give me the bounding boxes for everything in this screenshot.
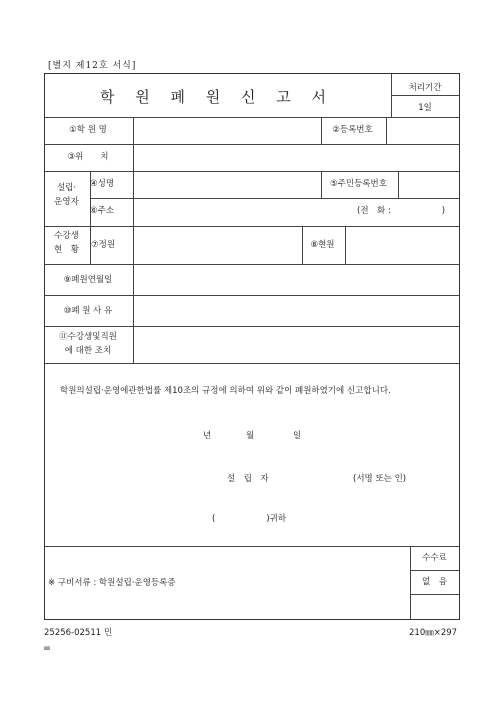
signer-label: 설 립 자: [227, 474, 269, 484]
reg-no-label: ②등록번호: [332, 125, 373, 135]
capacity-label: ⑦정원: [91, 240, 116, 250]
academy-name-label: ①학 원 명: [69, 125, 107, 135]
date-month: 월: [246, 431, 255, 441]
phone-label: (전 화 : ): [357, 206, 446, 216]
founder-group-label: 설립· 운영자: [54, 183, 79, 207]
resident-no-label: ⑤주민등록번호: [330, 179, 387, 189]
addressee-line: ( )귀하: [212, 514, 287, 524]
address-label: ⑥주소: [90, 206, 115, 216]
form-code: [별지 제12호 서식]: [48, 61, 137, 71]
fee-value: 없 음: [422, 577, 447, 587]
current-label: ⑧현원: [310, 240, 335, 250]
footer-unit: ㎜: [44, 645, 51, 652]
date-day: 일: [293, 431, 302, 441]
closing-date-label: ⑨폐원연월일: [63, 275, 113, 285]
student-group-label: 수강생 현 황: [54, 231, 79, 255]
reason-label: ⑩폐 원 사 유: [63, 306, 113, 316]
declaration-text: 학원의설립·운영에관한법률 제10조의 규정에 의하여 위와 같이 폐원하였기에 신고합니다.: [60, 386, 391, 396]
footer-size: 210㎜×297: [409, 628, 458, 638]
processing-value: 1일: [418, 103, 432, 113]
form-title: 학 원 폐 원 신 고 서: [99, 88, 335, 106]
location-label: ③위 치: [67, 152, 109, 162]
signer-sign: (서명 또는 인): [353, 474, 407, 484]
measures-label: ⑪수강생및직원 에 대한 조치: [59, 332, 117, 356]
date-year: 년: [203, 431, 212, 441]
processing-label: 처리기간: [408, 83, 442, 93]
footer-code: 25256-02511 민: [44, 628, 113, 638]
attachments-note: ※ 구비서류 : 학원설립·운영등록증: [48, 578, 176, 588]
founder-name-label: ④성명: [90, 179, 115, 189]
fee-label: 수수료: [422, 553, 447, 563]
